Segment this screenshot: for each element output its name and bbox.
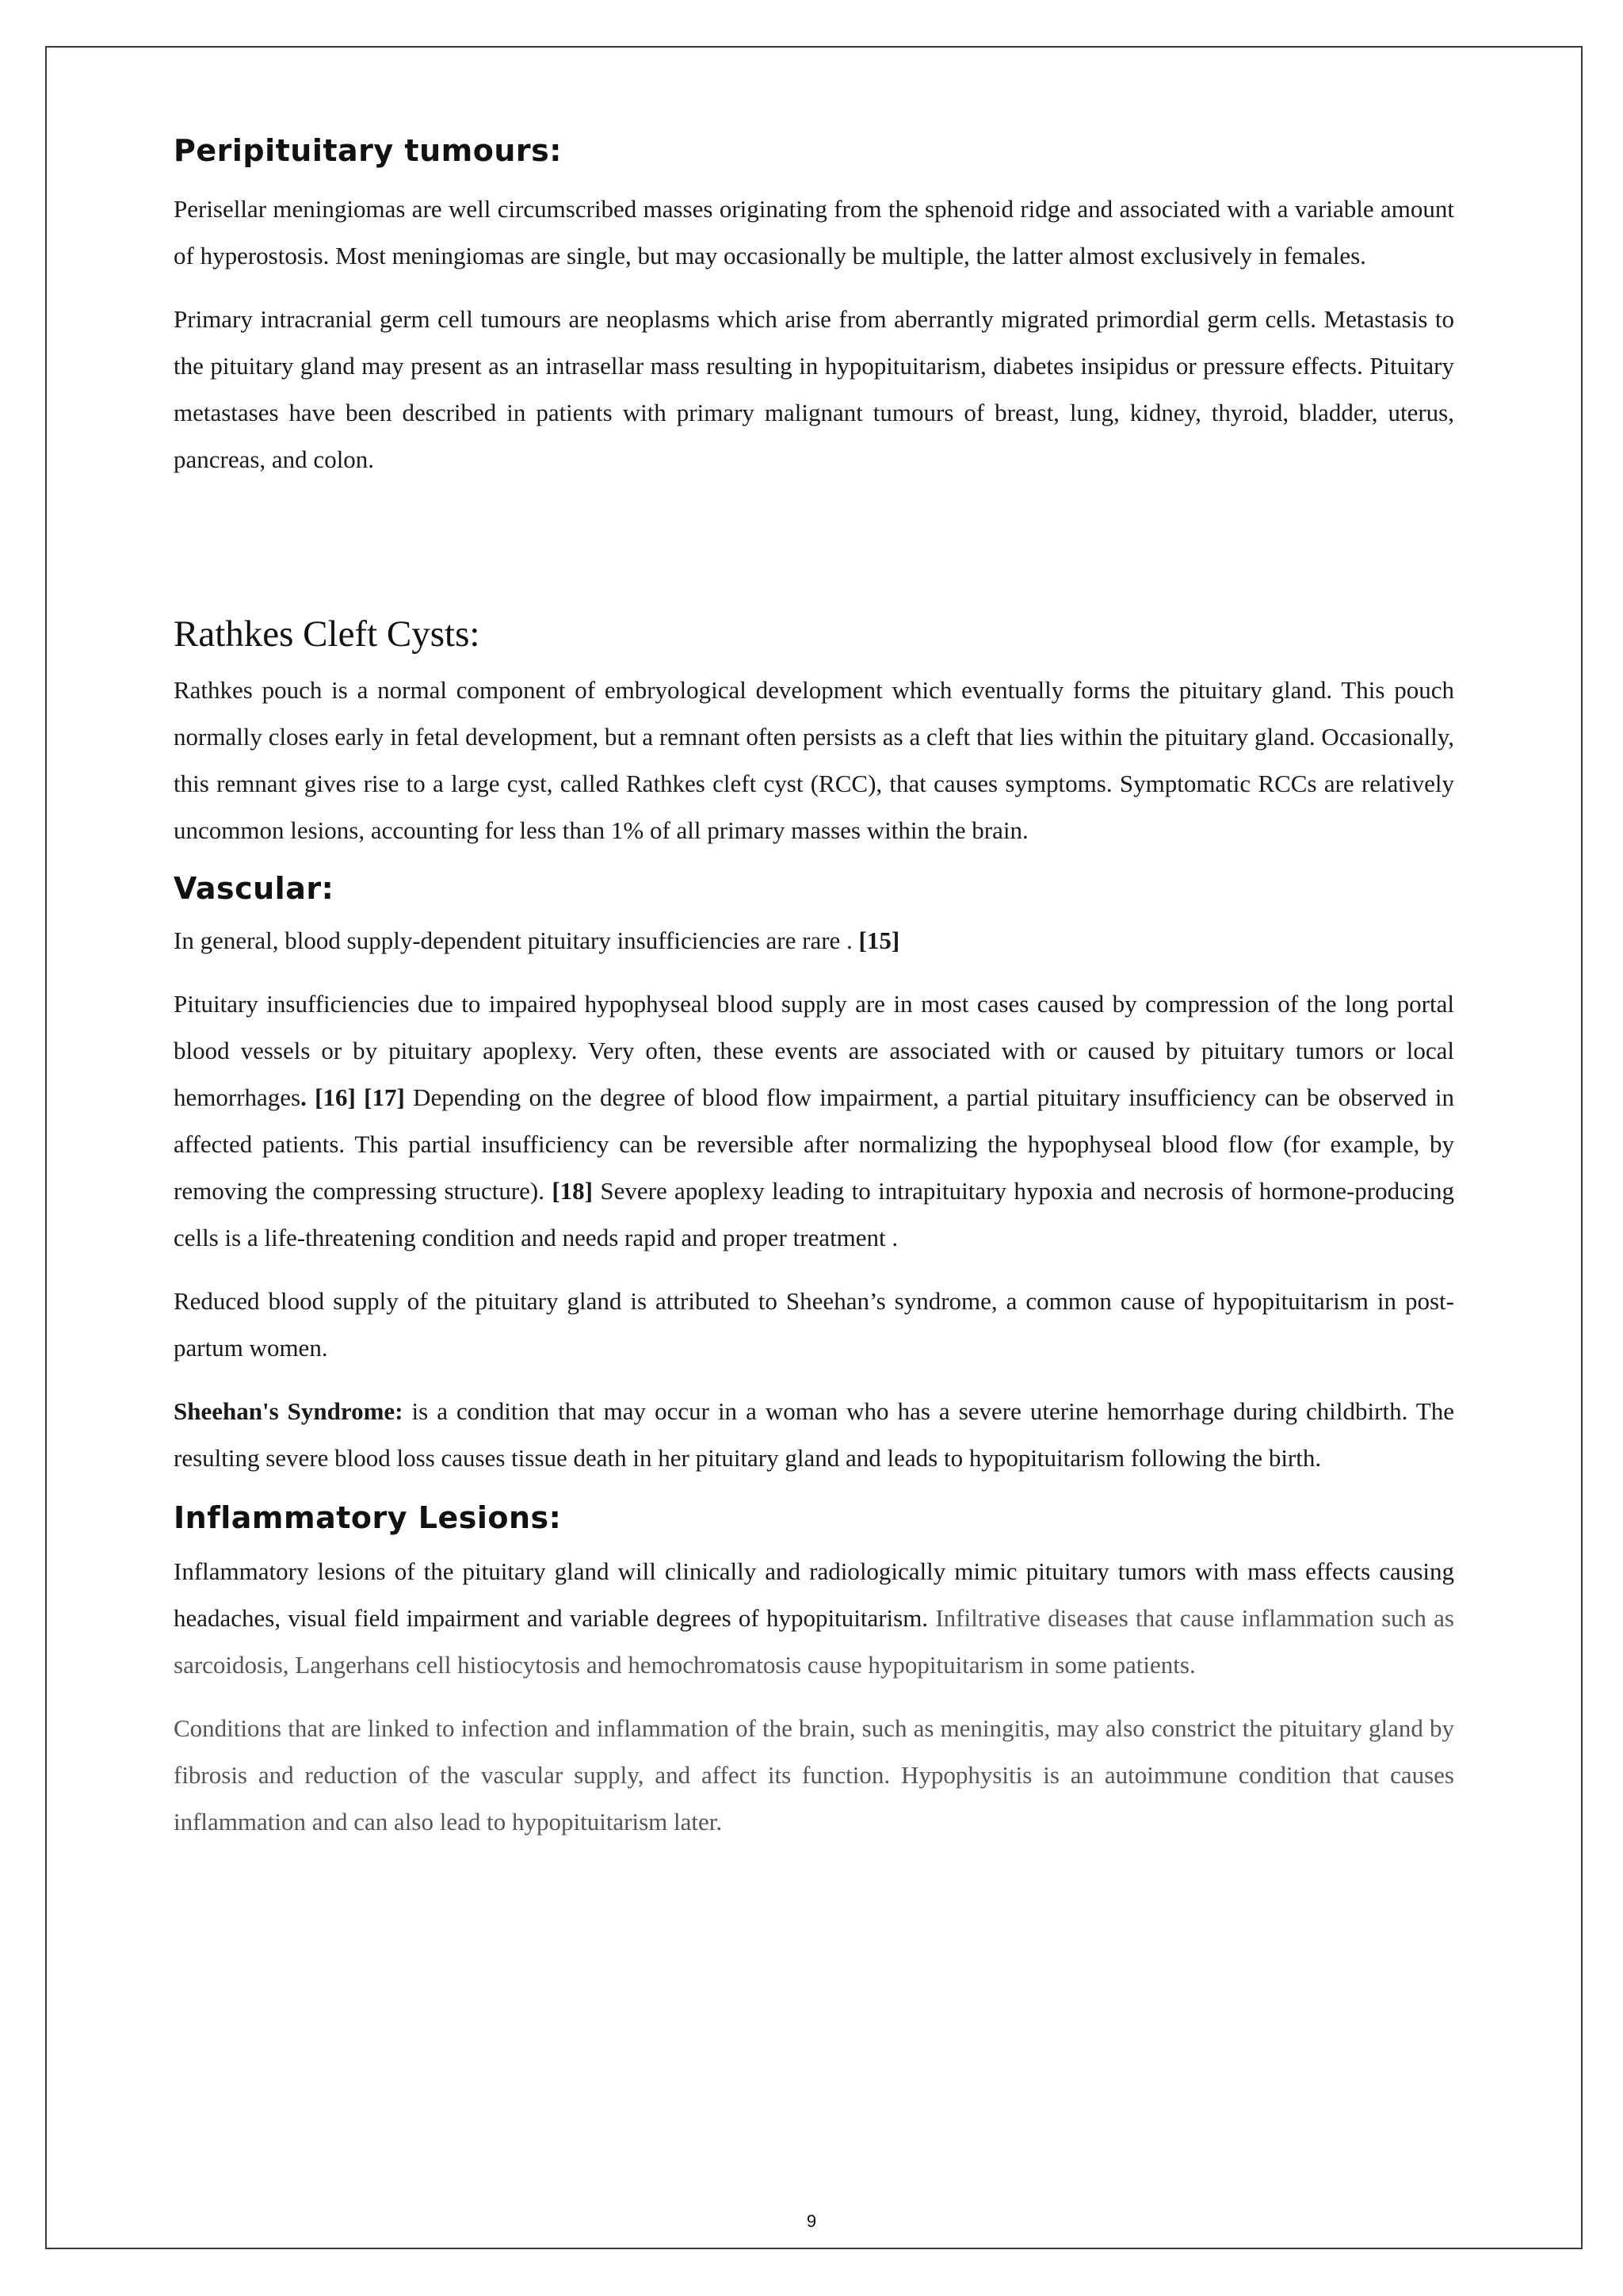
section-inflammatory-lesions — [174, 1500, 1454, 1845]
paragraph-blood-supply-rare — [174, 917, 1454, 964]
document-body — [174, 133, 1454, 1845]
citation-15: [15] — [858, 926, 900, 954]
paragraph-sheehans-syndrome — [174, 1388, 1454, 1481]
heading-inflammatory-lesions: Inflammatory Lesions: — [174, 1500, 562, 1535]
citation-16-17: . [16] [17] — [300, 1083, 405, 1111]
paragraph-germ-cell-tumours: Primary intracranial germ cell tumours are neoplasms which arise from aberrantly migrated primordial germ cells. Metastasis to the pituitary gland may present as an intrasellar mass resulting in hypopituitarism, diabetes insipidus or pressure effects. Pituitary metastases have been described in patients with primary malignant tumours of breast, lung, kidney, thyroid, bladder, uterus, pancreas, and colon. — [174, 305, 1454, 473]
text-run: In general, blood supply-dependent pituitary insufficiencies are rare . — [174, 926, 859, 954]
heading-rathkes-cleft-cysts: Rathkes Cleft Cysts: — [174, 613, 480, 655]
text-run: Depending on the degree of blood flow impairment, a partial pituitary insufficiency can be observed in affected patients. This partial insufficiency can be reversible after normalizing the hypophyseal blood flow (for example, by removing the compressing structure). — [174, 1083, 1454, 1205]
section-vascular — [174, 871, 1454, 1481]
section-peripituitary-tumours — [174, 133, 1454, 483]
heading-vascular: Vascular: — [174, 871, 334, 906]
paragraph-rathkes-pouch: Rathkes pouch is a normal component of embryological development which eventually forms the pituitary gland. This pouch normally closes early in fetal development, but a remnant often persists as a cleft that lies within the pituitary gland. Occasionally, this remnant gives rise to a large cyst, called Rathkes cleft cyst (RCC), that causes symptoms. Symptomatic RCCs are relatively uncommon lesions, accounting for less than 1% of all primary masses within the brain. — [174, 676, 1454, 844]
section-rathkes-cleft-cysts — [174, 613, 1454, 854]
paragraph-meningiomas: Perisellar meningiomas are well circumscribed masses originating from the sphenoid ridge and associated with a variable amount of hyperostosis. Most meningiomas are single, but may occasionally be multiple, the latter almost exclusively in females. — [174, 195, 1454, 269]
text-run: Inflammatory lesions of the pituitary gland will clinically and radiologically mimic pituitary tumors with mass effects causing headaches, visual field impairment and variable degrees of hypopituitarism. — [174, 1557, 1454, 1632]
paragraph-infection-inflammation: Conditions that are linked to infection and inflammation of the brain, such as meningitis, may also constrict the pituitary gland by fibrosis and reduction of the vascular supply, and affect its function. Hypophysitis is an autoimmune condition that causes inflammation and can also lead to hypopituitarism later. — [174, 1714, 1454, 1836]
text-run: Pituitary insufficiencies due to impaired hypophyseal blood supply are in most cases caused by compression of the long portal blood vessels or by pituitary apoplexy. Very often, these events are associated with or caused by pituitary tumors or local hemorrhages — [174, 990, 1454, 1111]
heading-peripituitary-tumours: Peripituitary tumours: — [174, 133, 562, 168]
page-number: 9 — [806, 2211, 817, 2231]
paragraph-inflammatory-lesions — [174, 1548, 1454, 1688]
paragraph-pituitary-insufficiencies — [174, 980, 1454, 1261]
text-run-grey: Infiltrative diseases that cause inflammation such as sarcoidosis, Langerhans cell histiocytosis and hemochromatosis cause hypopituitarism in some patients. — [174, 1604, 1454, 1679]
text-run: Severe apoplexy leading to intrapituitary hypoxia and necrosis of hormone-producing cells is a life-threatening condition and needs rapid and proper treatment . — [174, 1177, 1454, 1251]
text-run: is a condition that may occur in a woman who has a severe uterine hemorrhage during childbirth. The resulting severe blood loss causes tissue death in her pituitary gland and leads to hypopituitarism following the birth. — [174, 1397, 1454, 1472]
citation-18: [18] — [552, 1177, 593, 1205]
term-sheehans-syndrome: Sheehan's Syndrome: — [174, 1397, 403, 1425]
paragraph-sheehan-attribution: Reduced blood supply of the pituitary gland is attributed to Sheehan’s syndrome, a common cause of hypopituitarism in post-partum women. — [174, 1287, 1454, 1362]
